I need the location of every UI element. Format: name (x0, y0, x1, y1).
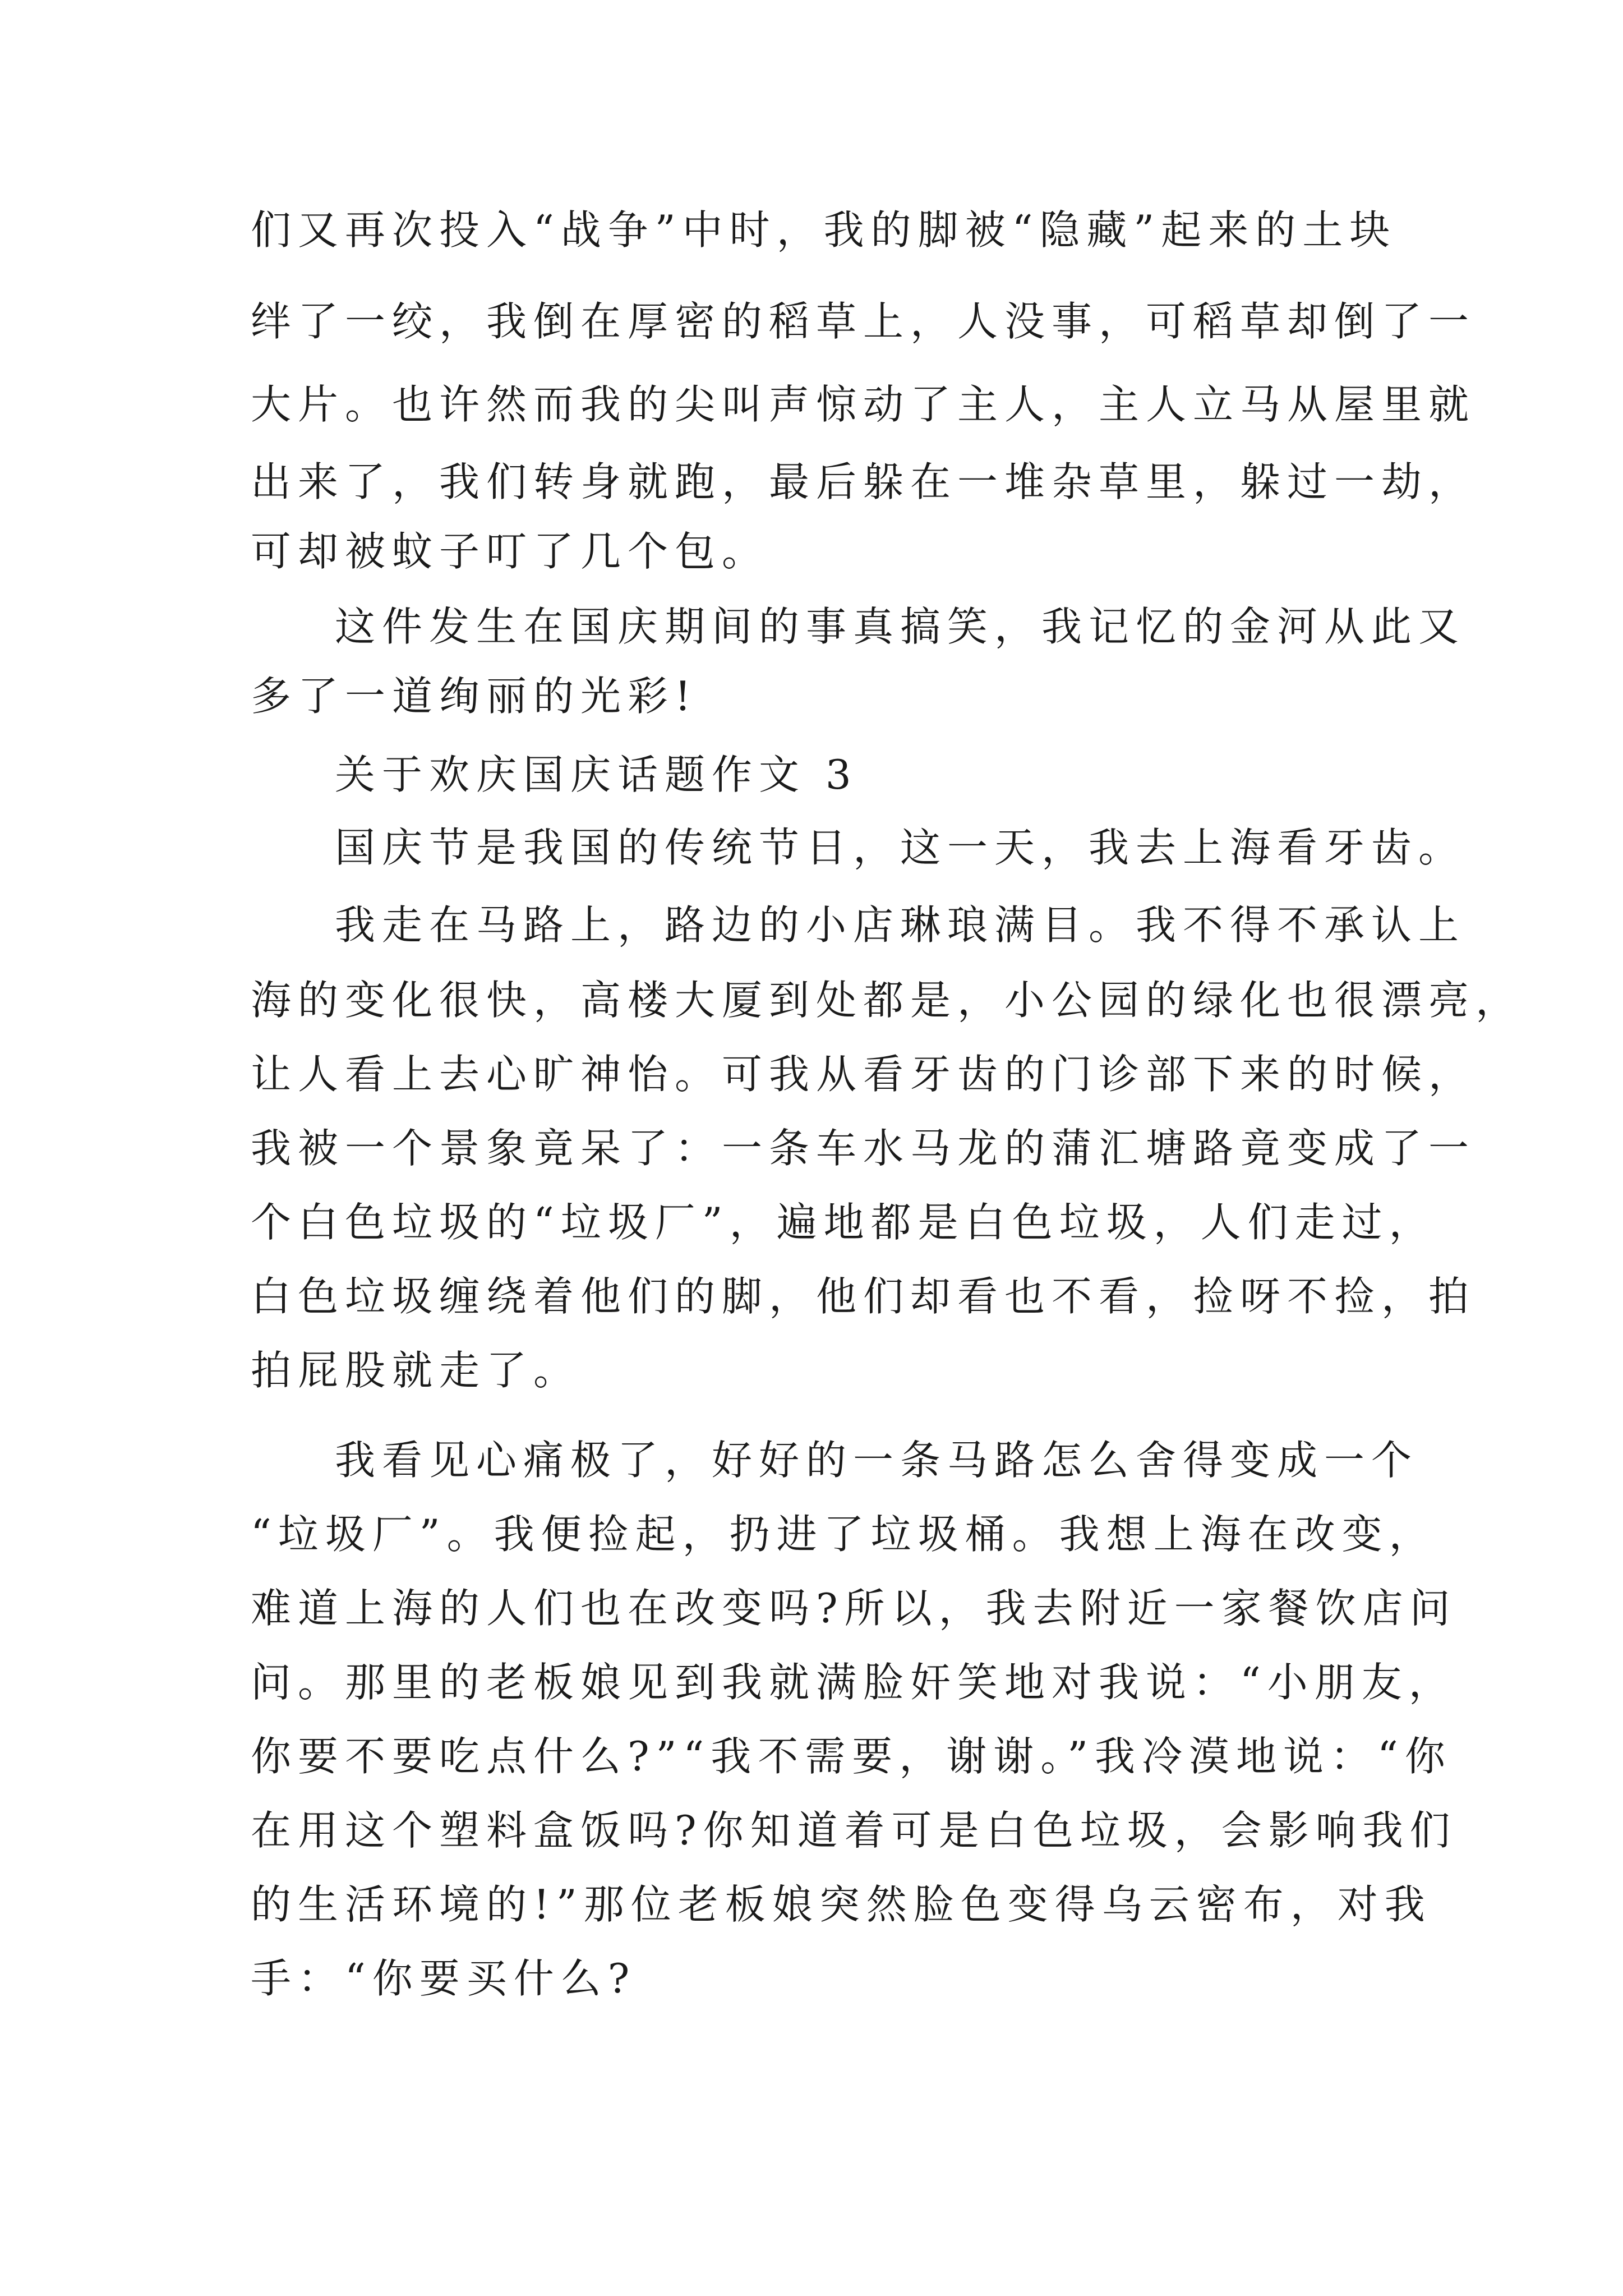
paragraph-first-line: 我走在马路上，路边的小店琳琅满目。我不得不承认上 (335, 901, 1466, 949)
text-line: 在用这个塑料盒饭吗?你知道着可是白色垃圾，会影响我们 (251, 1807, 1457, 1854)
text-line: 白色垃圾缠绕着他们的脚，他们却看也不看，捡呀不捡，拍 (251, 1273, 1476, 1320)
text-line: 你要不要吃点什么?”“我不需要，谢谢。”我冷漠地说：“你 (251, 1733, 1452, 1780)
text-line: 绊了一绞，我倒在厚密的稻草上，人没事，可稻草却倒了一 (251, 298, 1476, 345)
text-line: 海的变化很快，高楼大厦到处都是，小公园的绿化也很漂亮， (251, 977, 1523, 1024)
text-line: 难道上海的人们也在改变吗?所以，我去附近一家餐饮店问 (251, 1585, 1457, 1632)
text-line: 问。那里的老板娘见到我就满脸奸笑地对我说：“小朋友， (251, 1659, 1456, 1706)
text-line: 大片。也许然而我的尖叫声惊动了主人，主人立马从屋里就 (251, 381, 1476, 428)
paragraph-first-line: 国庆节是我国的传统节日，这一天，我去上海看牙齿。 (335, 824, 1466, 871)
text-line: 多了一道绚丽的光彩! (251, 673, 698, 720)
paragraph-first-line: 我看见心痛极了，好好的一条马路怎么舍得变成一个 (335, 1437, 1419, 1484)
text-line: “垃圾厂”。我便捡起，扔进了垃圾桶。我想上海在改变， (251, 1511, 1436, 1558)
section-heading: 关于欢庆国庆话题作文 3 (335, 751, 858, 798)
text-line: 手：“你要买什么? (251, 1955, 637, 2002)
text-line: 出来了，我们转身就跑，最后躲在一堆杂草里，躲过一劫， (251, 458, 1476, 505)
text-line: 让人看上去心旷神怡。可我从看牙齿的门诊部下来的时候， (251, 1051, 1476, 1098)
text-line: 个白色垃圾的“垃圾厂”，遍地都是白色垃圾，人们走过， (251, 1199, 1436, 1246)
text-line: 我被一个景象竟呆了：一条车水马龙的蒲汇塘路竟变成了一 (251, 1125, 1476, 1172)
text-line: 的生活环境的!”那位老板娘突然脸色变得乌云密布，对我 (251, 1881, 1432, 1928)
text-line: 们又再次投入“战争”中时，我的脚被“隐藏”起来的土块 (251, 206, 1397, 254)
text-line: 拍屁股就走了。 (251, 1347, 581, 1394)
text-line: 可却被蚊子叮了几个包。 (251, 528, 769, 575)
paragraph-first-line: 这件发生在国庆期间的事真搞笑，我记忆的金河从此又 (335, 603, 1466, 650)
